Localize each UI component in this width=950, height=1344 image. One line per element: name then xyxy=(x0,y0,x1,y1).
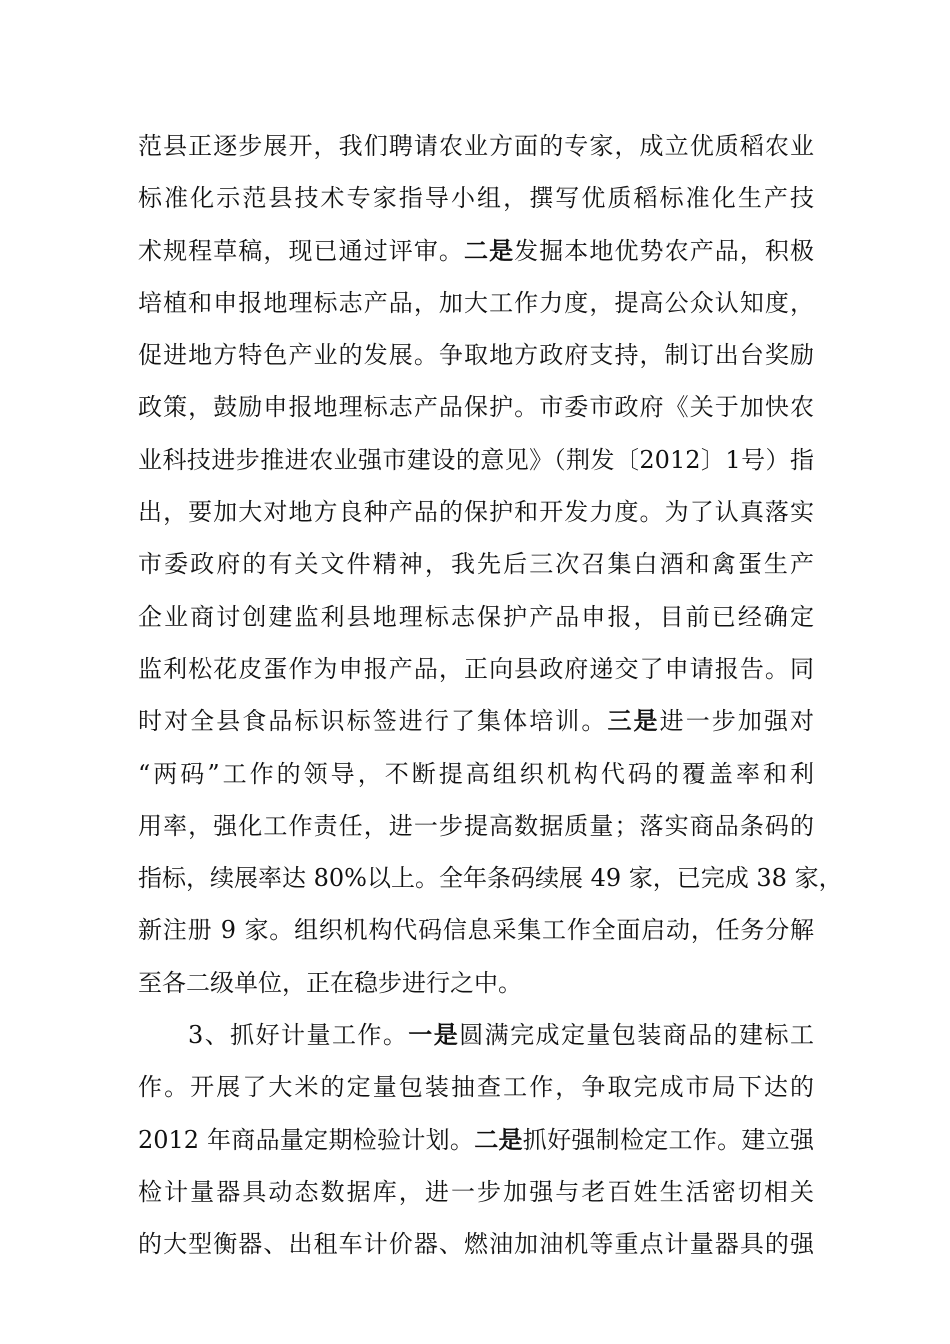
text-segment: 进一步加强对 xyxy=(659,707,815,736)
text-line xyxy=(138,703,814,755)
text-segment: 用率，强化工作责任，进一步提高数据质量；落实商品条码的 xyxy=(138,811,814,840)
text-line xyxy=(138,599,814,651)
text-segment: 业科技进步推进农业强市建设的意见》（荆发〔2012〕1号）指 xyxy=(138,445,814,474)
text-line xyxy=(138,1017,814,1069)
text-segment: 新注册 9 家。组织机构代码信息采集工作全面启动，任务分解 xyxy=(138,916,814,945)
text-segment: 2012 年商品量定期检验计划。 xyxy=(138,1125,475,1154)
text-line xyxy=(138,965,814,1017)
text-segment: 培植和申报地理标志产品，加大工作力度，提高公众认知度， xyxy=(138,288,814,317)
text-segment: “两码”工作的领导，不断提高组织机构代码的覆盖率和利 xyxy=(138,759,814,788)
text-segment: 术规程草稿，现已通过评审。 xyxy=(138,236,464,265)
text-line xyxy=(138,1174,814,1226)
text-segment: 至各二级单位，正在稳步进行之中。 xyxy=(138,968,522,997)
text-line xyxy=(138,546,814,598)
text-line xyxy=(138,860,843,912)
text-line xyxy=(138,651,814,703)
text-line xyxy=(138,442,814,494)
text-segment: 检计量器具动态数据库，进一步加强与老百姓生活密切相关 xyxy=(138,1177,814,1206)
text-line xyxy=(138,756,814,808)
text-segment: 范县正逐步展开，我们聘请农业方面的专家，成立优质稻农业 xyxy=(138,132,814,160)
text-segment: 标准化示范县技术专家指导小组，撰写优质稻标准化生产技 xyxy=(138,184,814,213)
text-segment: 企业商讨创建监利县地理标志保护产品申报，目前已经确定 xyxy=(138,602,814,631)
text-segment: 时对全县食品标识标签进行了集体培训。 xyxy=(138,707,608,736)
emphasis-text: 三是 xyxy=(607,706,660,736)
text-segment: 促进地方特色产业的发展。争取地方政府支持，制订出台奖励 xyxy=(138,341,814,370)
text-segment: 作。开展了大米的定量包装抽查工作，争取完成市局下达的 xyxy=(138,1073,814,1102)
emphasis-text: 二是 xyxy=(474,1124,523,1154)
text-line xyxy=(138,1122,814,1174)
text-segment: 市委政府的有关文件精神，我先后三次召集白酒和禽蛋生产 xyxy=(138,550,814,579)
text-line xyxy=(138,494,814,546)
text-segment: 监利松花皮蛋作为申报产品，正向县政府递交了申请报告。同 xyxy=(138,654,814,683)
text-line xyxy=(138,337,814,389)
text-line xyxy=(138,233,814,285)
text-line xyxy=(138,808,814,860)
emphasis-text: 二是 xyxy=(464,235,515,265)
text-line xyxy=(138,128,814,180)
text-line xyxy=(138,389,814,441)
text-segment: 3、抓好计量工作。 xyxy=(188,1021,409,1050)
text-segment: 出，要加大对地方良种产品的保护和开发力度。为了认真落实 xyxy=(138,498,814,527)
text-segment: 的大型衡器、出租车计价器、燃油加油机等重点计量器具的强 xyxy=(138,1230,814,1259)
emphasis-text: 一是 xyxy=(408,1020,460,1050)
text-line xyxy=(138,912,814,964)
text-line xyxy=(138,1069,814,1121)
text-segment: 圆满完成定量包装商品的建标工 xyxy=(459,1021,815,1050)
text-segment: 政策，鼓励申报地理标志产品保护。市委市政府《关于加快农 xyxy=(138,393,814,422)
body-text xyxy=(138,128,843,1279)
text-line xyxy=(138,180,814,232)
text-line xyxy=(138,285,814,337)
text-segment: 发掘本地优势农产品，积极 xyxy=(514,236,815,265)
text-line xyxy=(138,1226,814,1278)
text-segment: 指标，续展率达 80%以上。全年条码续展 49 家，已完成 38 家， xyxy=(138,864,843,893)
text-segment: 抓好强制检定工作。建立强 xyxy=(522,1125,814,1154)
